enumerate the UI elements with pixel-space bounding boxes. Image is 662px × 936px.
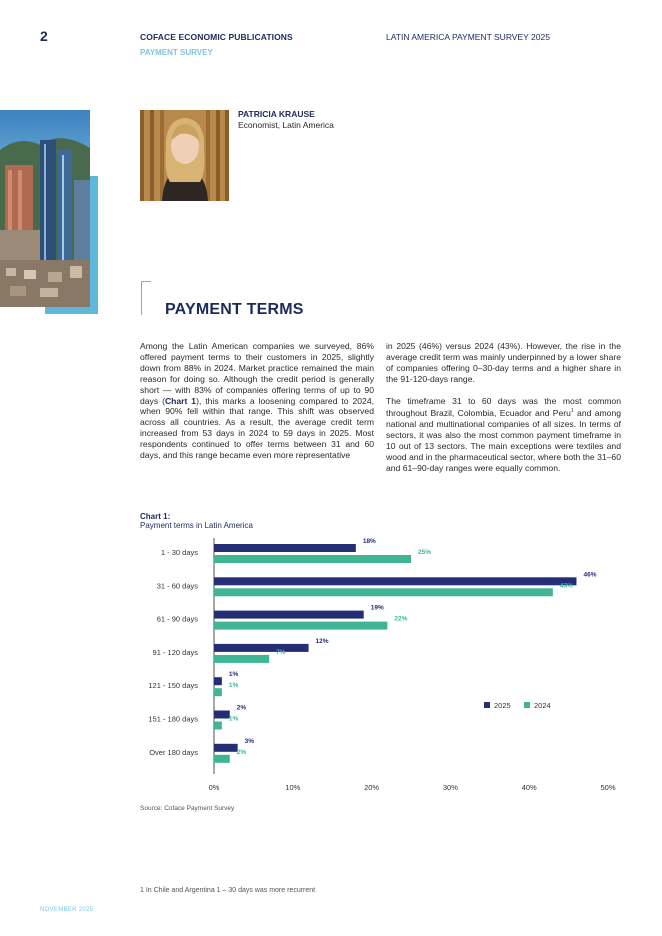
bar-2024 — [214, 555, 411, 563]
category-label: Over 180 days — [149, 747, 198, 757]
author-role: Economist, Latin America — [238, 120, 334, 130]
bar-2025 — [214, 744, 238, 752]
bar-2025 — [214, 644, 309, 652]
paragraph-1-end: ), this marks a loosening compared to 2024, when 90% fell within that range. This shift was observed across all countries. As a result, the average credit term increased from 53 days in 2024 to 59 days in 2025. Most respondents continued to offer terms between 31 and 60 days, and this range became even more representative — [140, 395, 374, 461]
data-label-2025: 2% — [236, 704, 247, 712]
city-photo — [0, 110, 90, 307]
data-label-2024: 22% — [394, 615, 408, 623]
x-tick-label: 10% — [285, 783, 301, 792]
bar-2024 — [214, 688, 222, 696]
footer-date: NOVEMBER 2025 — [40, 907, 94, 913]
bar-2024 — [214, 722, 222, 730]
bar-2025 — [214, 577, 576, 585]
legend-label-2024: 2024 — [534, 701, 551, 710]
body-column-left — [140, 341, 374, 472]
chart-title: Chart 1: — [140, 512, 171, 521]
section-title: PAYMENT TERMS — [165, 301, 304, 318]
category-label: 1 - 30 days — [160, 548, 198, 557]
legend-label-2025: 2025 — [494, 701, 511, 710]
bar-2025 — [214, 611, 364, 619]
bar-2024 — [214, 755, 230, 763]
bar-2025 — [214, 711, 230, 719]
bar-2024 — [214, 655, 269, 663]
legend-swatch-2024 — [524, 702, 530, 708]
data-label-2024: 1% — [228, 715, 239, 723]
data-label-2024: 7% — [276, 648, 286, 656]
data-label-2025: 46% — [583, 571, 597, 579]
paragraph-1 — [140, 341, 374, 461]
data-label-2024: 1% — [228, 682, 239, 690]
chart-source: Source: Coface Payment Survey — [140, 805, 235, 812]
paragraph-3-start: The timeframe 31 to 60 days was the most common throughout Brazil, Colombia, Ecuador and Peru — [386, 395, 621, 419]
legend-swatch-2025 — [484, 702, 490, 708]
category-label: 31 - 60 days — [156, 581, 198, 591]
category-label: 121 - 150 days — [148, 681, 198, 691]
publication-subtitle: PAYMENT SURVEY — [140, 48, 213, 57]
paragraph-2: in 2025 (46%) versus 2024 (43%). However, the rise in the average credit term was mainly underpinned by a lower share of companies offering 0–30-day terms and a higher share in the 91-120-days range. — [386, 341, 621, 384]
x-tick-label: 30% — [442, 783, 458, 792]
data-label-2024: 2% — [236, 748, 247, 756]
survey-title: LATIN AMERICA PAYMENT SURVEY 2025 — [386, 32, 550, 42]
x-tick-label: 0% — [208, 783, 220, 792]
bar-2024 — [214, 588, 553, 596]
x-tick-label: 20% — [364, 783, 380, 792]
paragraph-3-end: and among national and multinational companies of all sizes. In terms of sectors, it was also the most common payment timeframe in 10 out of 13 sectors. The main exceptions were textiles and wood and in the pharmaceutical sector, where both the 31–60 and 61–90-day ranges were equally common. — [386, 408, 621, 473]
bar-2025 — [214, 544, 356, 552]
chart-reference: Chart 1 — [164, 395, 197, 406]
paragraph-1-start: Among the Latin American companies we surveyed, 86% offered payment terms to their customers in 2025, slightly down from 88% in 2024. Market practice remained the main reason for doing so. Although the credit period is generally short — with 83% of companies offering terms of up to 90 days ( — [140, 341, 374, 406]
footnote-marker: 1 — [570, 408, 574, 415]
data-label-2025: 3% — [244, 737, 255, 745]
footnote: 1 In Chile and Argentina 1 – 30 days was more recurrent — [140, 887, 316, 894]
data-label-2025: 1% — [228, 671, 239, 679]
bar-2025 — [214, 677, 222, 685]
category-label: 91 - 120 days — [152, 647, 198, 657]
category-label: 151 - 180 days — [148, 714, 198, 724]
data-label-2025: 18% — [362, 538, 376, 545]
publication-title: COFACE ECONOMIC PUBLICATIONS — [140, 32, 293, 42]
data-label-2024: 43% — [559, 582, 573, 590]
page-number: 2 — [40, 28, 48, 44]
section-bracket — [141, 281, 151, 315]
paragraph-3 — [386, 396, 621, 474]
author-name: PATRICIA KRAUSE — [238, 109, 315, 119]
author-portrait — [140, 110, 229, 201]
bar-2024 — [214, 622, 387, 630]
payment-terms-chart — [130, 536, 630, 798]
category-label: 61 - 90 days — [156, 614, 198, 624]
data-label-2025: 19% — [370, 604, 384, 612]
data-label-2024: 25% — [418, 549, 432, 556]
data-label-2025: 12% — [315, 637, 329, 645]
chart-subtitle: Payment terms in Latin America — [140, 521, 253, 530]
x-tick-label: 40% — [521, 783, 537, 792]
x-tick-label: 50% — [600, 783, 616, 792]
body-column-right — [386, 341, 621, 485]
